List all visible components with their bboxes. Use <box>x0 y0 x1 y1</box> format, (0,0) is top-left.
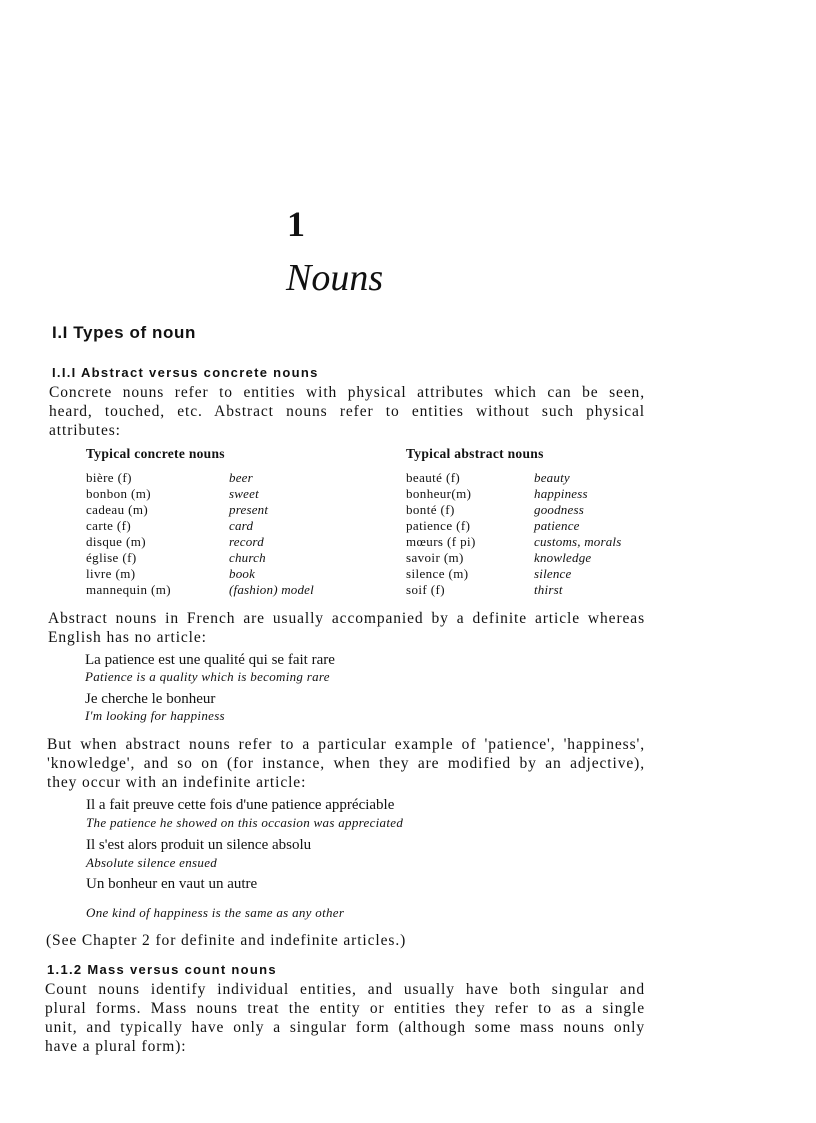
table-cell: thirst <box>534 582 563 597</box>
table-cell: beauté (f) <box>406 470 461 485</box>
paragraph-line: heard, touched, etc. Abstract nouns refer to entities without such physical <box>49 403 645 420</box>
paragraph-line: attributes: <box>49 422 121 439</box>
table-cell: church <box>229 550 266 565</box>
paragraph-line: have a plural form): <box>45 1038 187 1055</box>
mass-count-paragraph <box>45 980 645 1056</box>
chapter-number: 1 <box>287 204 305 244</box>
example-english: Absolute silence ensued <box>86 855 218 870</box>
example-english: Patience is a quality which is becoming rare <box>85 669 330 684</box>
table-cell: bonbon (m) <box>86 486 152 501</box>
paragraph-line: But when abstract nouns refer to a particular example of 'patience', 'happiness', <box>47 736 645 753</box>
table-cell: card <box>229 518 254 533</box>
concrete-nouns-heading: Typical concrete nouns <box>86 446 225 461</box>
abstract-french-column <box>406 470 476 598</box>
table-cell: customs, morals <box>534 534 622 549</box>
paragraph-line: unit, and typically have only a singular form (although some mass nouns only <box>45 1019 645 1036</box>
paragraph-line: they occur with an indefinite article: <box>47 774 307 791</box>
table-cell: bière (f) <box>86 470 132 485</box>
table-cell: record <box>229 534 264 549</box>
example-french: Il a fait preuve cette fois d'une patience appréciable <box>86 797 395 813</box>
intro-paragraph <box>49 383 645 440</box>
chapter-title: Nouns <box>286 257 384 299</box>
table-cell: knowledge <box>534 550 592 565</box>
table-cell: patience <box>534 518 580 533</box>
paragraph-line: English has no article: <box>48 629 207 646</box>
example-french: Un bonheur en vaut un autre <box>86 876 258 892</box>
table-cell: sweet <box>229 486 259 501</box>
example-french: Je cherche le bonheur <box>85 691 216 707</box>
example-english: I'm looking for happiness <box>85 708 225 723</box>
table-cell: mœurs (f pi) <box>406 534 476 549</box>
table-cell: église (f) <box>86 550 137 565</box>
paragraph-line: 'knowledge', and so on (for instance, when they are modified by an adjective), <box>47 755 645 772</box>
paragraph-definite-article <box>48 609 645 647</box>
paragraph-line: Count nouns identify individual entities, and usually have both singular and <box>45 981 645 998</box>
table-cell: goodness <box>534 502 584 517</box>
section-heading: I.I Types of noun <box>52 323 196 342</box>
table-cell: beer <box>229 470 253 485</box>
table-cell: patience (f) <box>406 518 471 533</box>
example-french: La patience est une qualité qui se fait rare <box>85 652 335 668</box>
table-cell: beauty <box>534 470 570 485</box>
abstract-english-column <box>534 470 622 598</box>
subsection-heading-mass-count: 1.1.2 Mass versus count nouns <box>47 962 277 977</box>
example-english: The patience he showed on this occasion was appreciated <box>86 815 404 830</box>
table-cell: carte (f) <box>86 518 132 533</box>
table-cell: book <box>229 566 256 581</box>
table-cell: disque (m) <box>86 534 146 549</box>
table-cell: mannequin (m) <box>86 582 171 597</box>
table-cell: happiness <box>534 486 588 501</box>
paragraph-line: plural forms. Mass nouns treat the entity or entities they refer to as a single <box>45 1000 645 1017</box>
table-cell: cadeau (m) <box>86 502 149 517</box>
table-cell: livre (m) <box>86 566 136 581</box>
concrete-french-column <box>86 470 171 598</box>
concrete-english-column <box>229 470 314 598</box>
table-cell: bonheur(m) <box>406 486 472 501</box>
paragraph-line: Abstract nouns in French are usually accompanied by a definite article whereas <box>48 610 645 627</box>
paragraph-indefinite-article <box>47 735 645 792</box>
table-cell: present <box>229 502 269 517</box>
table-cell: (fashion) model <box>229 582 314 597</box>
table-cell: silence (m) <box>406 566 469 581</box>
abstract-nouns-heading: Typical abstract nouns <box>406 446 544 461</box>
see-chapter-note: (See Chapter 2 for definite and indefinite articles.) <box>46 932 407 949</box>
subsection-heading-abstract-concrete: I.I.I Abstract versus concrete nouns <box>52 365 319 380</box>
example-english: One kind of happiness is the same as any other <box>86 905 345 920</box>
table-cell: soif (f) <box>406 582 445 597</box>
table-cell: silence <box>534 566 572 581</box>
table-cell: bonté (f) <box>406 502 455 517</box>
example-french: Il s'est alors produit un silence absolu <box>86 837 312 853</box>
paragraph-line: Concrete nouns refer to entities with physical attributes which can be seen, <box>49 384 645 401</box>
table-cell: savoir (m) <box>406 550 464 565</box>
